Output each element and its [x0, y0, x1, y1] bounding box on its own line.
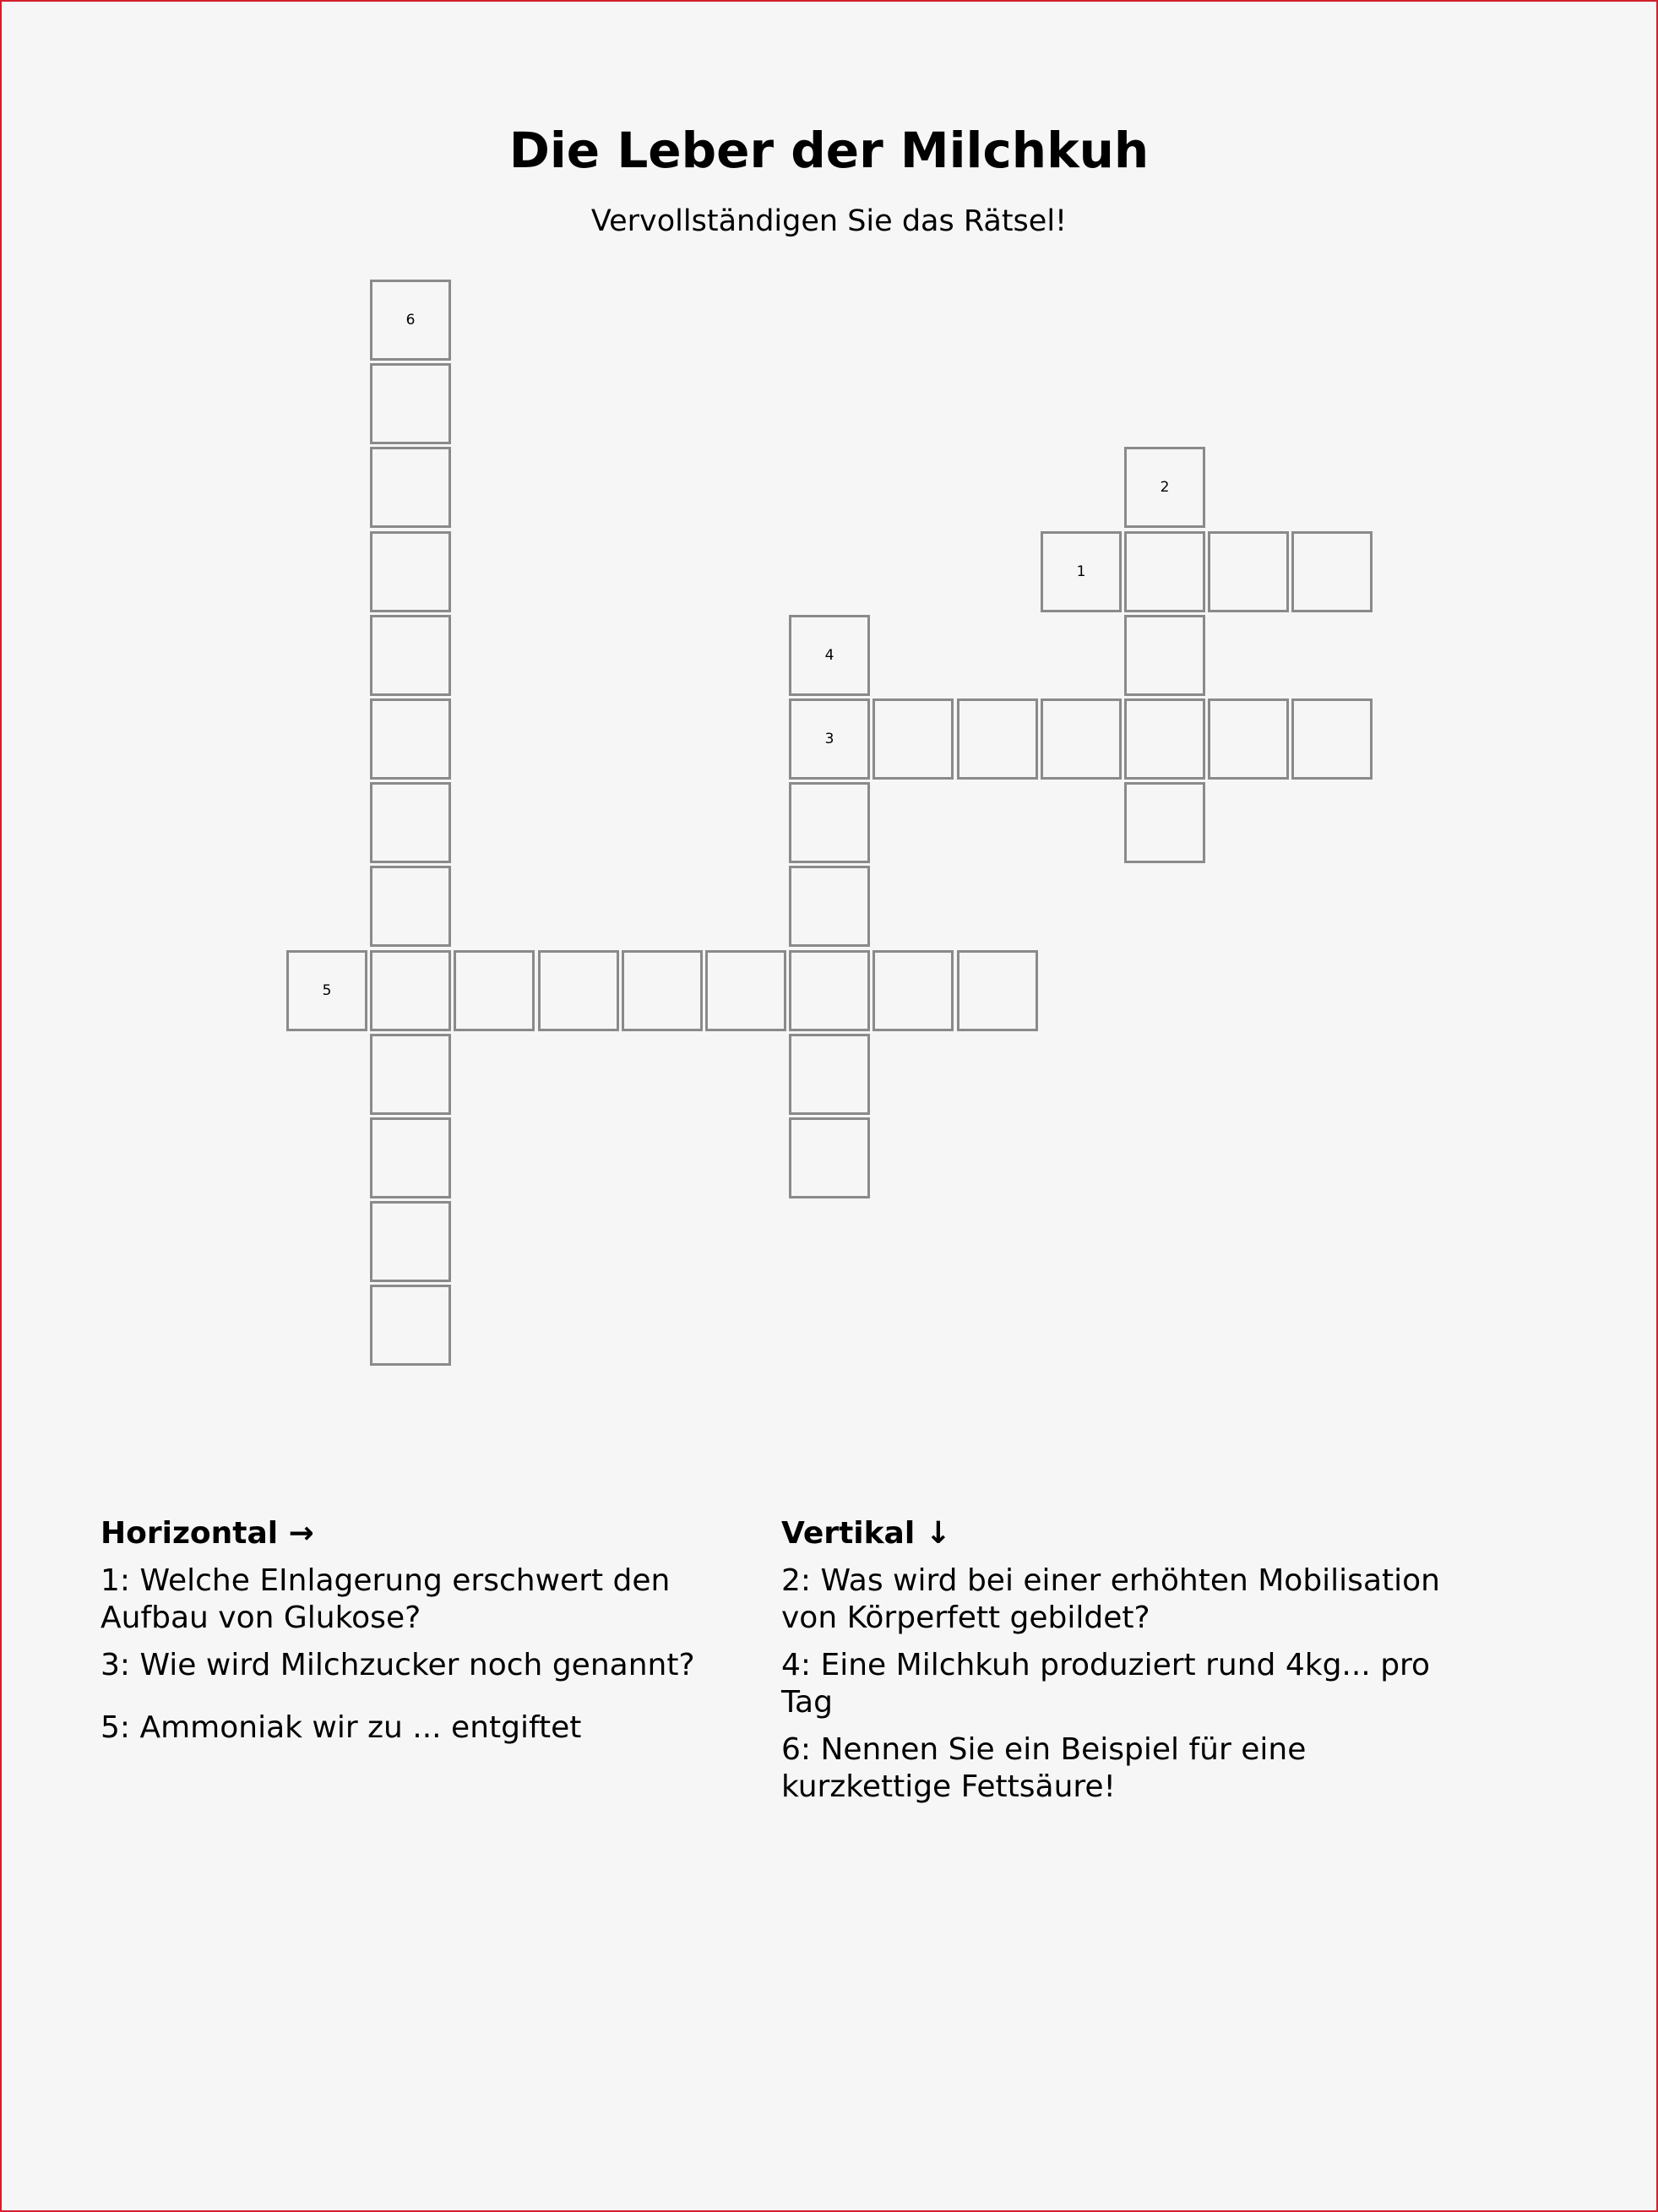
crossword-cell-5[interactable] [286, 950, 367, 1031]
clue-item: 5: Ammoniak wir zu ... entgiftet [101, 1710, 582, 1745]
crossword-cell[interactable] [454, 950, 535, 1031]
crossword-cell-4[interactable] [789, 615, 870, 696]
crossword-cell[interactable] [370, 447, 451, 528]
crossword-cell[interactable] [370, 1034, 451, 1115]
clue-number: 5 [322, 982, 332, 999]
crossword-cell-2[interactable] [1124, 447, 1205, 528]
clue-number: 1 [1076, 563, 1086, 580]
crossword-cell[interactable] [370, 363, 451, 444]
crossword-cell[interactable] [1208, 698, 1289, 780]
crossword-cell[interactable] [789, 866, 870, 947]
clue-number: 6 [405, 312, 416, 329]
crossword-cell[interactable] [957, 698, 1038, 780]
crossword-cell[interactable] [538, 950, 619, 1031]
crossword-cell[interactable] [370, 615, 451, 696]
crossword-cell[interactable] [370, 1285, 451, 1366]
clues-horizontal-heading: Horizontal → [101, 1516, 314, 1551]
clues-horizontal [101, 1515, 759, 1757]
clue-number: 4 [824, 647, 834, 664]
clue-item: 4: Eine Milchkuh produziert rund 4kg... pro Tag [781, 1648, 1431, 1720]
clue-number: 3 [824, 731, 834, 747]
crossword-cell[interactable] [1124, 698, 1205, 780]
crossword-cell[interactable] [370, 531, 451, 612]
crossword-cell[interactable] [957, 950, 1038, 1031]
crossword-cell-1[interactable] [1041, 531, 1122, 612]
crossword-cell[interactable] [370, 866, 451, 947]
crossword-cell[interactable] [705, 950, 786, 1031]
crossword-cell[interactable] [1041, 698, 1122, 780]
clues-vertical [781, 1515, 1440, 1816]
crossword-cell[interactable] [789, 1034, 870, 1115]
crossword-cell[interactable] [370, 1117, 451, 1198]
clue-item: 3: Wie wird Milchzucker noch genannt? [101, 1648, 695, 1682]
clue-item: 2: Was wird bei einer erhöhten Mobilisation von Körperfett gebildet? [781, 1563, 1440, 1635]
crossword-cell[interactable] [872, 950, 954, 1031]
crossword-cell[interactable] [370, 698, 451, 780]
page-title: Die Leber der Milchkuh [508, 122, 1150, 179]
crossword-cell[interactable] [1124, 531, 1205, 612]
crossword-cell[interactable] [789, 950, 870, 1031]
clues-vertical-heading: Vertikal ↓ [781, 1516, 951, 1551]
crossword-cell-3[interactable] [789, 698, 870, 780]
crossword-cell[interactable] [1124, 782, 1205, 863]
page-subtitle: Vervollständigen Sie das Rätsel! [590, 204, 1068, 238]
crossword-cell[interactable] [370, 950, 451, 1031]
crossword-cell[interactable] [1291, 531, 1373, 612]
crossword-cell[interactable] [1208, 531, 1289, 612]
clue-number: 2 [1160, 479, 1170, 496]
crossword-cell[interactable] [370, 782, 451, 863]
crossword-cell-6[interactable] [370, 280, 451, 361]
clue-item: 1: Welche EInlagerung erschwert den Aufbau von Glukose? [101, 1563, 671, 1635]
crossword-cell[interactable] [370, 1201, 451, 1282]
crossword-cell[interactable] [622, 950, 703, 1031]
crossword-cell[interactable] [1291, 698, 1373, 780]
clue-item: 6: Nennen Sie ein Beispiel für eine kurzkettige Fettsäure! [781, 1732, 1307, 1804]
crossword-cell[interactable] [872, 698, 954, 780]
crossword-cell[interactable] [1124, 615, 1205, 696]
crossword-cell[interactable] [789, 1117, 870, 1198]
crossword-cell[interactable] [789, 782, 870, 863]
